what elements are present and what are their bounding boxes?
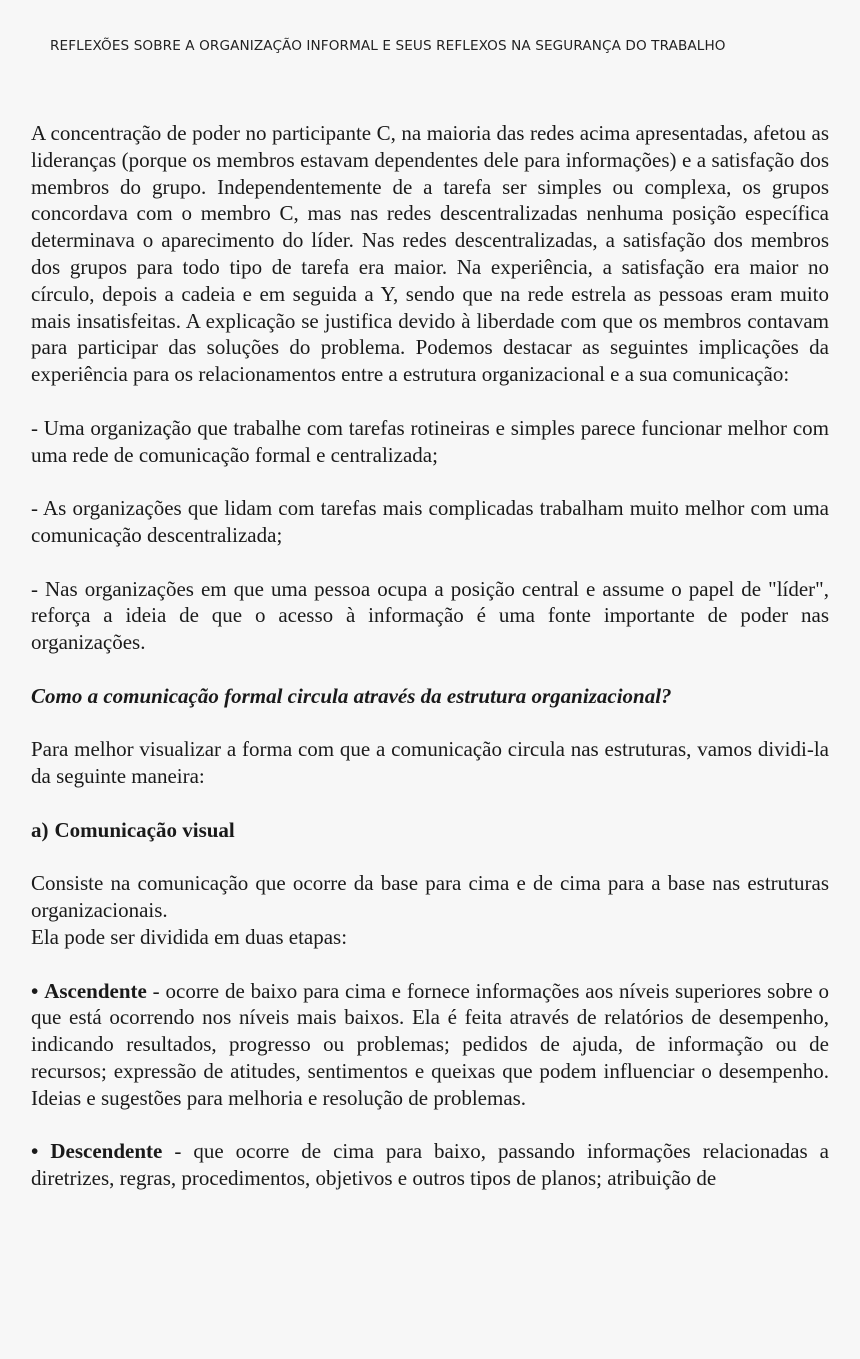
bullet-descendente [31, 1138, 829, 1192]
implication-item-1: - Uma organização que trabalhe com tarefas rotineiras e simples parece funcionar melhor com uma rede de comunicação formal e centralizada; [31, 415, 829, 467]
section-label: a) [31, 817, 49, 842]
paragraph-visual-definition: Consiste na comunicação que ocorre da base para cima e de cima para a base nas estruturas organizacionais. [31, 871, 829, 923]
document-body [31, 120, 829, 1219]
bullet-icon: • [31, 978, 39, 1003]
bullet-ascendente [31, 978, 829, 1112]
implication-item-3: - Nas organizações em que uma pessoa ocupa a posição central e assume o papel de "líder", reforça a ideia de que o acesso à informação é uma fonte importante de poder nas organizações. [31, 576, 829, 655]
section-title: Comunicação visual [54, 817, 235, 842]
bullet-term-descendente: Descendente [50, 1139, 163, 1164]
bullet-text-ascendente: - ocorre de baixo para cima e fornece informações aos níveis superiores sobre o que está ocorrendo nos níveis mais baixos. Ela é feita através de relatórios de desempenho, indicando resultados, progresso ou problemas; pedidos de ajuda, de informação ou de recursos; expressão de atitudes, sentimentos e queixas que podem influenciar o desempenho. Ideias e sugestões para melhoria e resolução de problemas. [31, 978, 829, 1110]
implication-item-2: - As organizações que lidam com tarefas mais complicadas trabalham muito melhor com uma comunicação descentralizada; [31, 496, 829, 547]
section-heading-visual [31, 817, 829, 844]
bullet-term-ascendente: Ascendente [44, 978, 147, 1003]
bullet-text-descendente: - que ocorre de cima para baixo, passando informações relacionadas a diretrizes, regras, procedimentos, objetivos e outros tipos de planos; atribuição de [31, 1139, 829, 1191]
running-header: REFLEXÕES SOBRE A ORGANIZAÇÃO INFORMAL E SEUS REFLEXOS NA SEGURANÇA DO TRABALHO [50, 38, 726, 54]
question-heading: Como a comunicação formal circula através da estrutura organizacional? [31, 683, 672, 708]
bullet-icon: • [31, 1139, 39, 1164]
paragraph-power-concentration: A concentração de poder no participante C, na maioria das redes acima apresentadas, afetou as lideranças (porque os membros estavam dependentes dele para informações) e a satisfação dos membros do grupo. Independentemente de a tarefa ser simples ou complexa, os grupos concordava com o membro C, mas nas redes descentralizadas nenhuma posição específica determinava o aparecimento do líder. Nas redes descentralizadas, a satisfação dos membros dos grupos para todo tipo de tarefa era maior. Na experiência, a satisfação era maior no círculo, depois a cadeia e em seguida a Y, sendo que na rede estrela as pessoas eram muito mais insatisfeitas. A explicação se justifica devido à liberdade com que os membros contavam para participar das soluções do problema. Podemos destacar as seguintes implicações da experiência para os relacionamentos entre a estrutura organizacional e a sua comunicação: [31, 121, 829, 387]
paragraph-intro: Para melhor visualizar a forma com que a comunicação circula nas estruturas, vamos dividi-la da seguinte maneira: [31, 737, 829, 789]
paragraph-visual-stages: Ela pode ser dividida em duas etapas: [31, 924, 348, 949]
